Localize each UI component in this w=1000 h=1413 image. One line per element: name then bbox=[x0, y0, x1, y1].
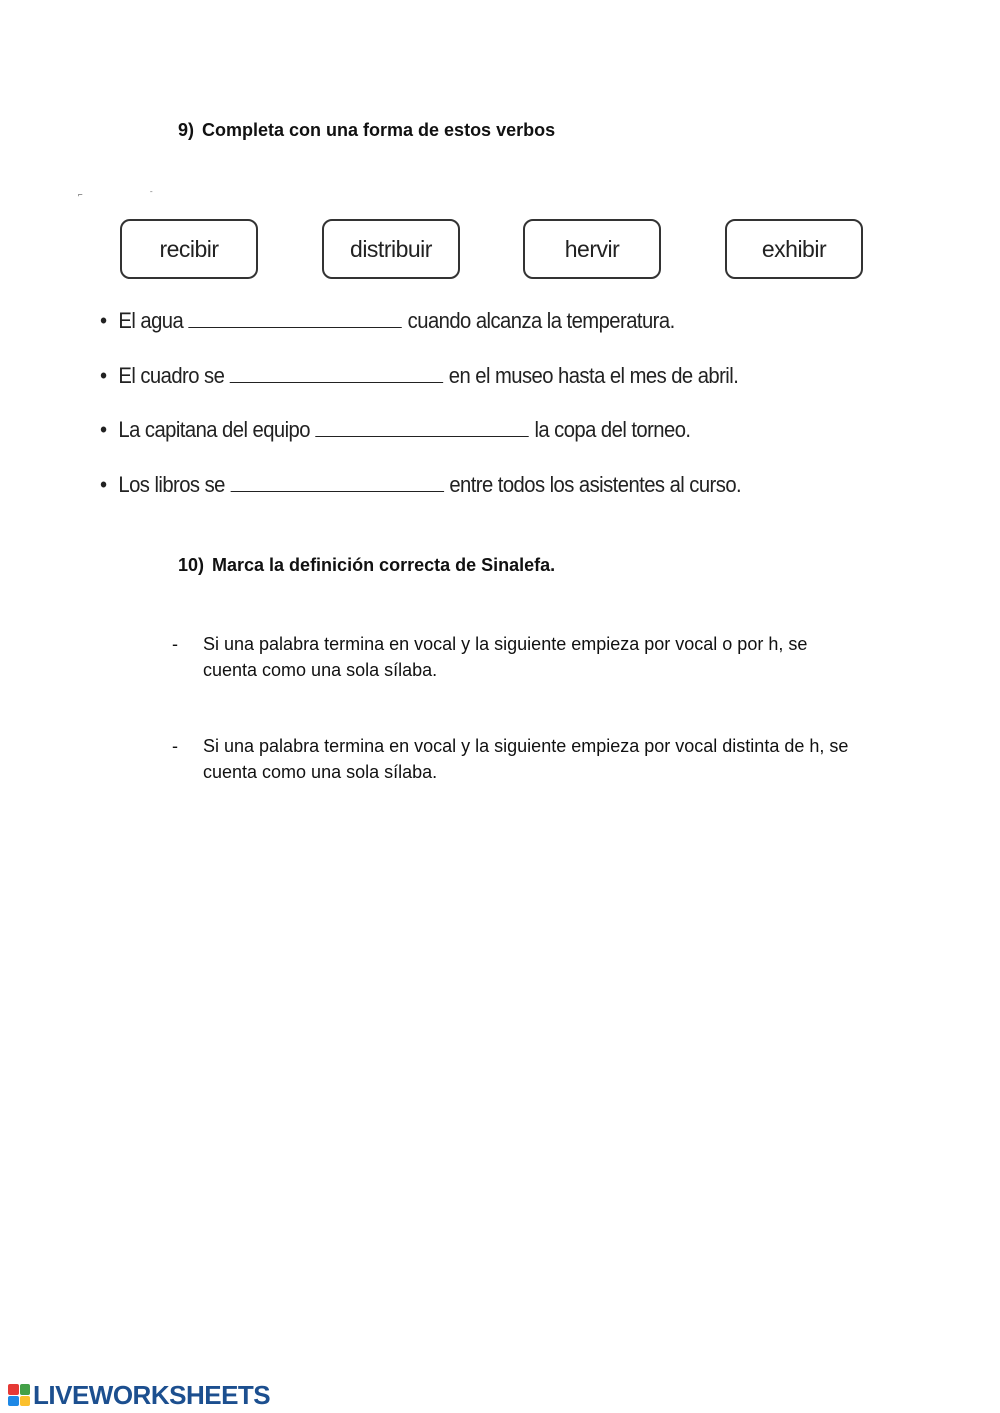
definition-option-2[interactable] bbox=[172, 733, 862, 785]
scan-mark: ⌐ bbox=[78, 190, 83, 199]
logo-text: LIVEWORKSHEETS bbox=[33, 1379, 271, 1410]
sentence-1-after: cuando alcanza la temperatura. bbox=[407, 308, 675, 333]
verb-box-exhibir: exhibir bbox=[725, 219, 863, 279]
bullet: • bbox=[100, 472, 107, 497]
sentence-2 bbox=[100, 362, 738, 389]
sentence-4-after: entre todos los asistentes al curso. bbox=[449, 472, 742, 497]
answer-blank-4[interactable] bbox=[230, 471, 443, 492]
answer-blank-2[interactable] bbox=[230, 362, 443, 383]
bullet: • bbox=[100, 308, 107, 333]
verb-box-recibir: recibir bbox=[120, 219, 258, 279]
sentence-1-before: El agua bbox=[118, 308, 184, 333]
sentence-3-after: la copa del torneo. bbox=[534, 417, 691, 442]
question-9-number: 9) bbox=[178, 120, 195, 140]
question-10-number: 10) bbox=[178, 555, 205, 575]
sentence-3-before: La capitana del equipo bbox=[118, 417, 310, 442]
sentence-2-before: El cuadro se bbox=[118, 363, 225, 388]
sentence-4 bbox=[100, 471, 741, 498]
sentence-4-before: Los libros se bbox=[118, 472, 225, 497]
sentence-3 bbox=[100, 416, 690, 443]
logo-icon bbox=[8, 1384, 30, 1406]
sentence-2-after: en el museo hasta el mes de abril. bbox=[448, 363, 739, 388]
definition-option-1-text: Si una palabra termina en vocal y la siguiente empieza por vocal o por h, se cuenta como una sola sílaba. bbox=[203, 634, 808, 680]
verb-box-distribuir: distribuir bbox=[322, 219, 460, 279]
answer-blank-3[interactable] bbox=[315, 416, 528, 437]
question-9-text: Completa con una forma de estos verbos bbox=[202, 120, 556, 140]
definition-option-1[interactable] bbox=[172, 631, 862, 683]
logo-square bbox=[20, 1396, 31, 1407]
question-9-title bbox=[178, 120, 555, 141]
option-dash: - bbox=[172, 736, 178, 756]
question-10-text: Marca la definición correcta de Sinalefa. bbox=[212, 555, 556, 575]
answer-blank-1[interactable] bbox=[189, 307, 402, 328]
verb-box-hervir: hervir bbox=[523, 219, 661, 279]
bullet: • bbox=[100, 417, 107, 442]
logo-square bbox=[20, 1384, 31, 1395]
logo-square bbox=[8, 1396, 19, 1407]
scan-mark: ˉ bbox=[150, 190, 153, 199]
option-dash: - bbox=[172, 634, 178, 654]
logo-square bbox=[8, 1384, 19, 1395]
definition-option-2-text: Si una palabra termina en vocal y la siguiente empieza por vocal distinta de h, se cuenta como una sola sílaba. bbox=[203, 736, 849, 782]
liveworksheets-logo bbox=[8, 1381, 270, 1409]
bullet: • bbox=[100, 363, 107, 388]
question-10-title bbox=[178, 555, 555, 576]
sentence-1 bbox=[100, 307, 675, 334]
